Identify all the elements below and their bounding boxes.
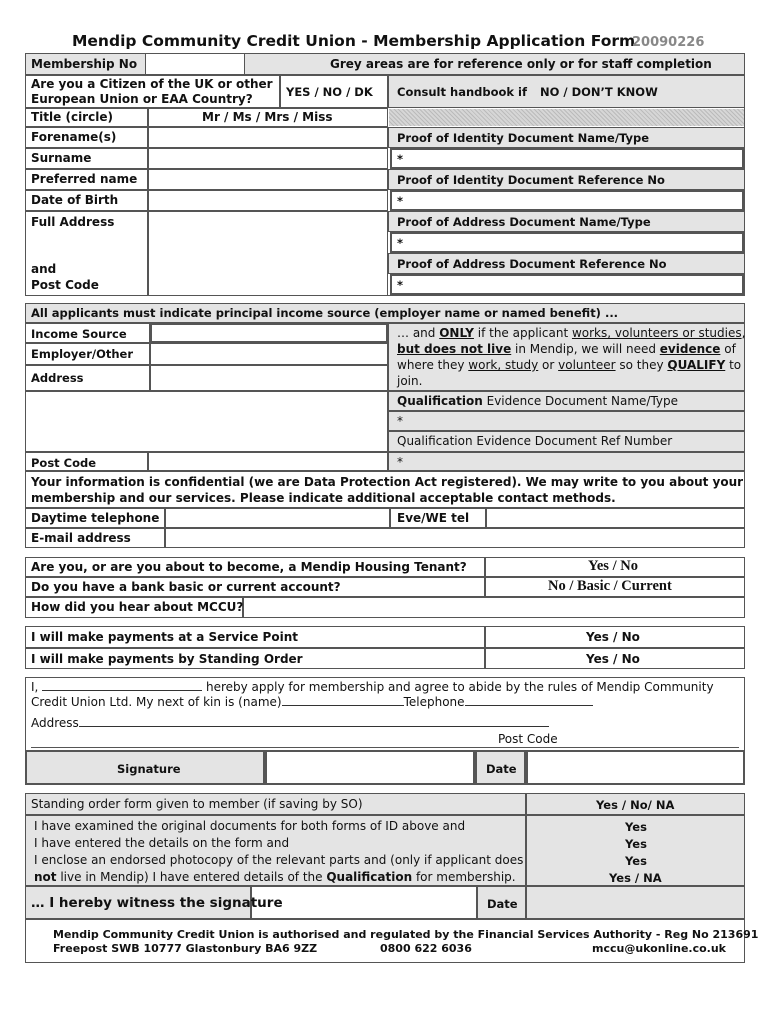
proof-id-ref-input[interactable] bbox=[390, 190, 744, 211]
title-label: Title (circle) bbox=[31, 110, 113, 124]
forename-input[interactable] bbox=[148, 127, 388, 148]
witness-label: … I hereby witness the signature bbox=[31, 895, 283, 911]
check3-option[interactable]: Yes bbox=[625, 854, 647, 868]
qual-ref-asterisk: * bbox=[397, 455, 403, 469]
employer-label: Employer/Other bbox=[31, 347, 134, 361]
consult-options: NO / DON’T KNOW bbox=[540, 85, 658, 99]
bank-question: Do you have a bank basic or current account? bbox=[31, 580, 341, 594]
income-source-input[interactable] bbox=[150, 323, 388, 343]
qual-name-asterisk: * bbox=[397, 414, 403, 428]
proof-id-name-asterisk: * bbox=[397, 152, 404, 166]
hear-question: How did you hear about MCCU? bbox=[31, 600, 244, 614]
declaration-underline bbox=[31, 747, 739, 748]
email-label: E-mail address bbox=[31, 531, 131, 545]
hatched-area bbox=[389, 109, 744, 126]
citizen-question-line2: European Union or EAA Country? bbox=[31, 92, 253, 106]
proof-addr-ref-asterisk: * bbox=[397, 278, 404, 292]
income-address-input[interactable] bbox=[150, 365, 388, 391]
check-line3: I enclose an endorsed photocopy of the relevant parts and (only if applicant does bbox=[34, 853, 524, 867]
title-options[interactable]: Mr / Ms / Mrs / Miss bbox=[202, 110, 333, 124]
declaration-postcode: Post Code bbox=[498, 732, 558, 746]
check1-option[interactable]: Yes bbox=[625, 820, 647, 834]
signature-date-label: Date bbox=[486, 762, 517, 776]
form-title: Mendip Community Credit Union - Membership Application Form bbox=[72, 32, 636, 50]
grey-areas-note: Grey areas are for reference only or for staff completion bbox=[330, 57, 712, 71]
check4-option[interactable]: Yes / NA bbox=[609, 871, 662, 885]
forename-label: Forename(s) bbox=[31, 130, 117, 144]
hear-input[interactable] bbox=[243, 597, 745, 618]
check-line2: I have entered the details on the form and bbox=[34, 836, 290, 850]
email-input[interactable] bbox=[165, 528, 745, 548]
standing-order-label: I will make payments by Standing Order bbox=[31, 652, 303, 666]
qual-ref-input[interactable] bbox=[388, 452, 745, 471]
footer-address: Freepost SWB 10777 Glastonbury BA6 9ZZ bbox=[53, 942, 318, 955]
check-line1: I have examined the original documents for both forms of ID above and bbox=[34, 819, 466, 833]
proof-id-ref-asterisk: * bbox=[397, 194, 404, 208]
full-address-input[interactable] bbox=[148, 211, 388, 296]
citizen-options[interactable]: YES / NO / DK bbox=[286, 85, 373, 99]
citizen-question-line1: Are you a Citizen of the UK or other bbox=[31, 77, 273, 91]
so-form-label: Standing order form given to member (if saving by SO) bbox=[31, 797, 363, 811]
income-heading: All applicants must indicate principal income source (employer name or named benefit) ... bbox=[31, 306, 619, 320]
dob-label: Date of Birth bbox=[31, 193, 119, 207]
preferred-name-label: Preferred name bbox=[31, 172, 138, 186]
surname-input[interactable] bbox=[148, 148, 388, 169]
eve-tel-label: Eve/WE tel bbox=[397, 511, 470, 525]
income-postcode-label: Post Code bbox=[31, 456, 97, 470]
qualify-note-line2: but does not live in Mendip, we will need evidence of bbox=[397, 342, 736, 356]
dob-input[interactable] bbox=[148, 190, 388, 211]
confidential-line2: membership and our services. Please indicate additional acceptable contact methods. bbox=[31, 491, 616, 505]
signature-label: Signature bbox=[117, 762, 181, 776]
footer-box bbox=[25, 919, 745, 963]
witness-date-input[interactable] bbox=[526, 886, 745, 919]
proof-id-name-input[interactable] bbox=[390, 148, 744, 169]
confidential-line1: Your information is confidential (we are Data Protection Act registered). We may write to you about your bbox=[31, 475, 744, 489]
tenant-options[interactable]: Yes / No bbox=[588, 558, 638, 574]
proof-id-ref-label: Proof of Identity Document Reference No bbox=[397, 173, 665, 187]
standing-order-options[interactable]: Yes / No bbox=[586, 652, 640, 666]
declaration-line2: Credit Union Ltd. My next of kin is (name) Telephone bbox=[31, 695, 593, 709]
service-point-options[interactable]: Yes / No bbox=[586, 630, 640, 644]
income-address-continued-input[interactable] bbox=[25, 391, 388, 452]
service-point-label: I will make payments at a Service Point bbox=[31, 630, 298, 644]
witness-date-label: Date bbox=[487, 897, 518, 911]
qualify-note-line3: where they work, study or volunteer so they QUALIFY to bbox=[397, 358, 742, 372]
qual-ref-label: Qualification Evidence Document Ref Number bbox=[397, 434, 673, 448]
daytime-tel-label: Daytime telephone bbox=[31, 511, 160, 525]
proof-addr-name-asterisk: * bbox=[397, 236, 404, 250]
proof-id-name-label: Proof of Identity Document Name/Type bbox=[397, 131, 650, 145]
qual-name-input[interactable] bbox=[388, 411, 745, 431]
footer-email: mccu@ukonline.co.uk bbox=[592, 942, 726, 955]
income-postcode-input[interactable] bbox=[148, 452, 388, 471]
proof-addr-name-input[interactable] bbox=[390, 232, 744, 253]
signature-date-input[interactable] bbox=[526, 750, 745, 785]
qual-name-label: Qualification Evidence Document Name/Type bbox=[397, 394, 679, 408]
witness-signature-input[interactable] bbox=[251, 886, 477, 919]
declaration-line1: I, hereby apply for membership and agree to abide by the rules of Mendip Community bbox=[31, 680, 714, 694]
proof-addr-name-label: Proof of Address Document Name/Type bbox=[397, 215, 651, 229]
tenant-question: Are you, or are you about to become, a Mendip Housing Tenant? bbox=[31, 560, 467, 574]
surname-label: Surname bbox=[31, 151, 92, 165]
full-address-label: Full Address bbox=[31, 215, 115, 229]
footer-phone: 0800 622 6036 bbox=[380, 942, 472, 955]
eve-tel-input[interactable] bbox=[486, 508, 745, 528]
daytime-tel-input[interactable] bbox=[165, 508, 390, 528]
income-source-label: Income Source bbox=[31, 327, 127, 341]
declaration-address: Address bbox=[31, 716, 549, 730]
check-line4: not live in Mendip) I have entered details of the Qualification for membership. bbox=[34, 870, 516, 884]
membership-no-label: Membership No bbox=[31, 57, 138, 71]
employer-input[interactable] bbox=[150, 343, 388, 365]
footer-authorised: Mendip Community Credit Union is authorised and regulated by the Financial Services Authority - Reg No 213691 bbox=[53, 928, 759, 941]
membership-no-input[interactable] bbox=[145, 53, 245, 75]
income-address-label: Address bbox=[31, 371, 84, 385]
bank-options[interactable]: No / Basic / Current bbox=[548, 578, 672, 594]
preferred-name-input[interactable] bbox=[148, 169, 388, 190]
post-code-label: Post Code bbox=[31, 278, 99, 292]
proof-addr-ref-label: Proof of Address Document Reference No bbox=[397, 257, 667, 271]
qualify-note-line4: join. bbox=[397, 374, 423, 388]
signature-input[interactable] bbox=[265, 750, 475, 785]
proof-addr-ref-input[interactable] bbox=[390, 274, 744, 295]
form-ref-code: 20090226 bbox=[632, 35, 705, 50]
and-label: and bbox=[31, 262, 57, 276]
consult-handbook: Consult handbook if bbox=[397, 85, 527, 99]
check2-option[interactable]: Yes bbox=[625, 837, 647, 851]
so-form-options[interactable]: Yes / No/ NA bbox=[596, 798, 675, 812]
qualify-note-line1: … and ONLY if the applicant works, volunteers or studies, bbox=[397, 326, 746, 340]
